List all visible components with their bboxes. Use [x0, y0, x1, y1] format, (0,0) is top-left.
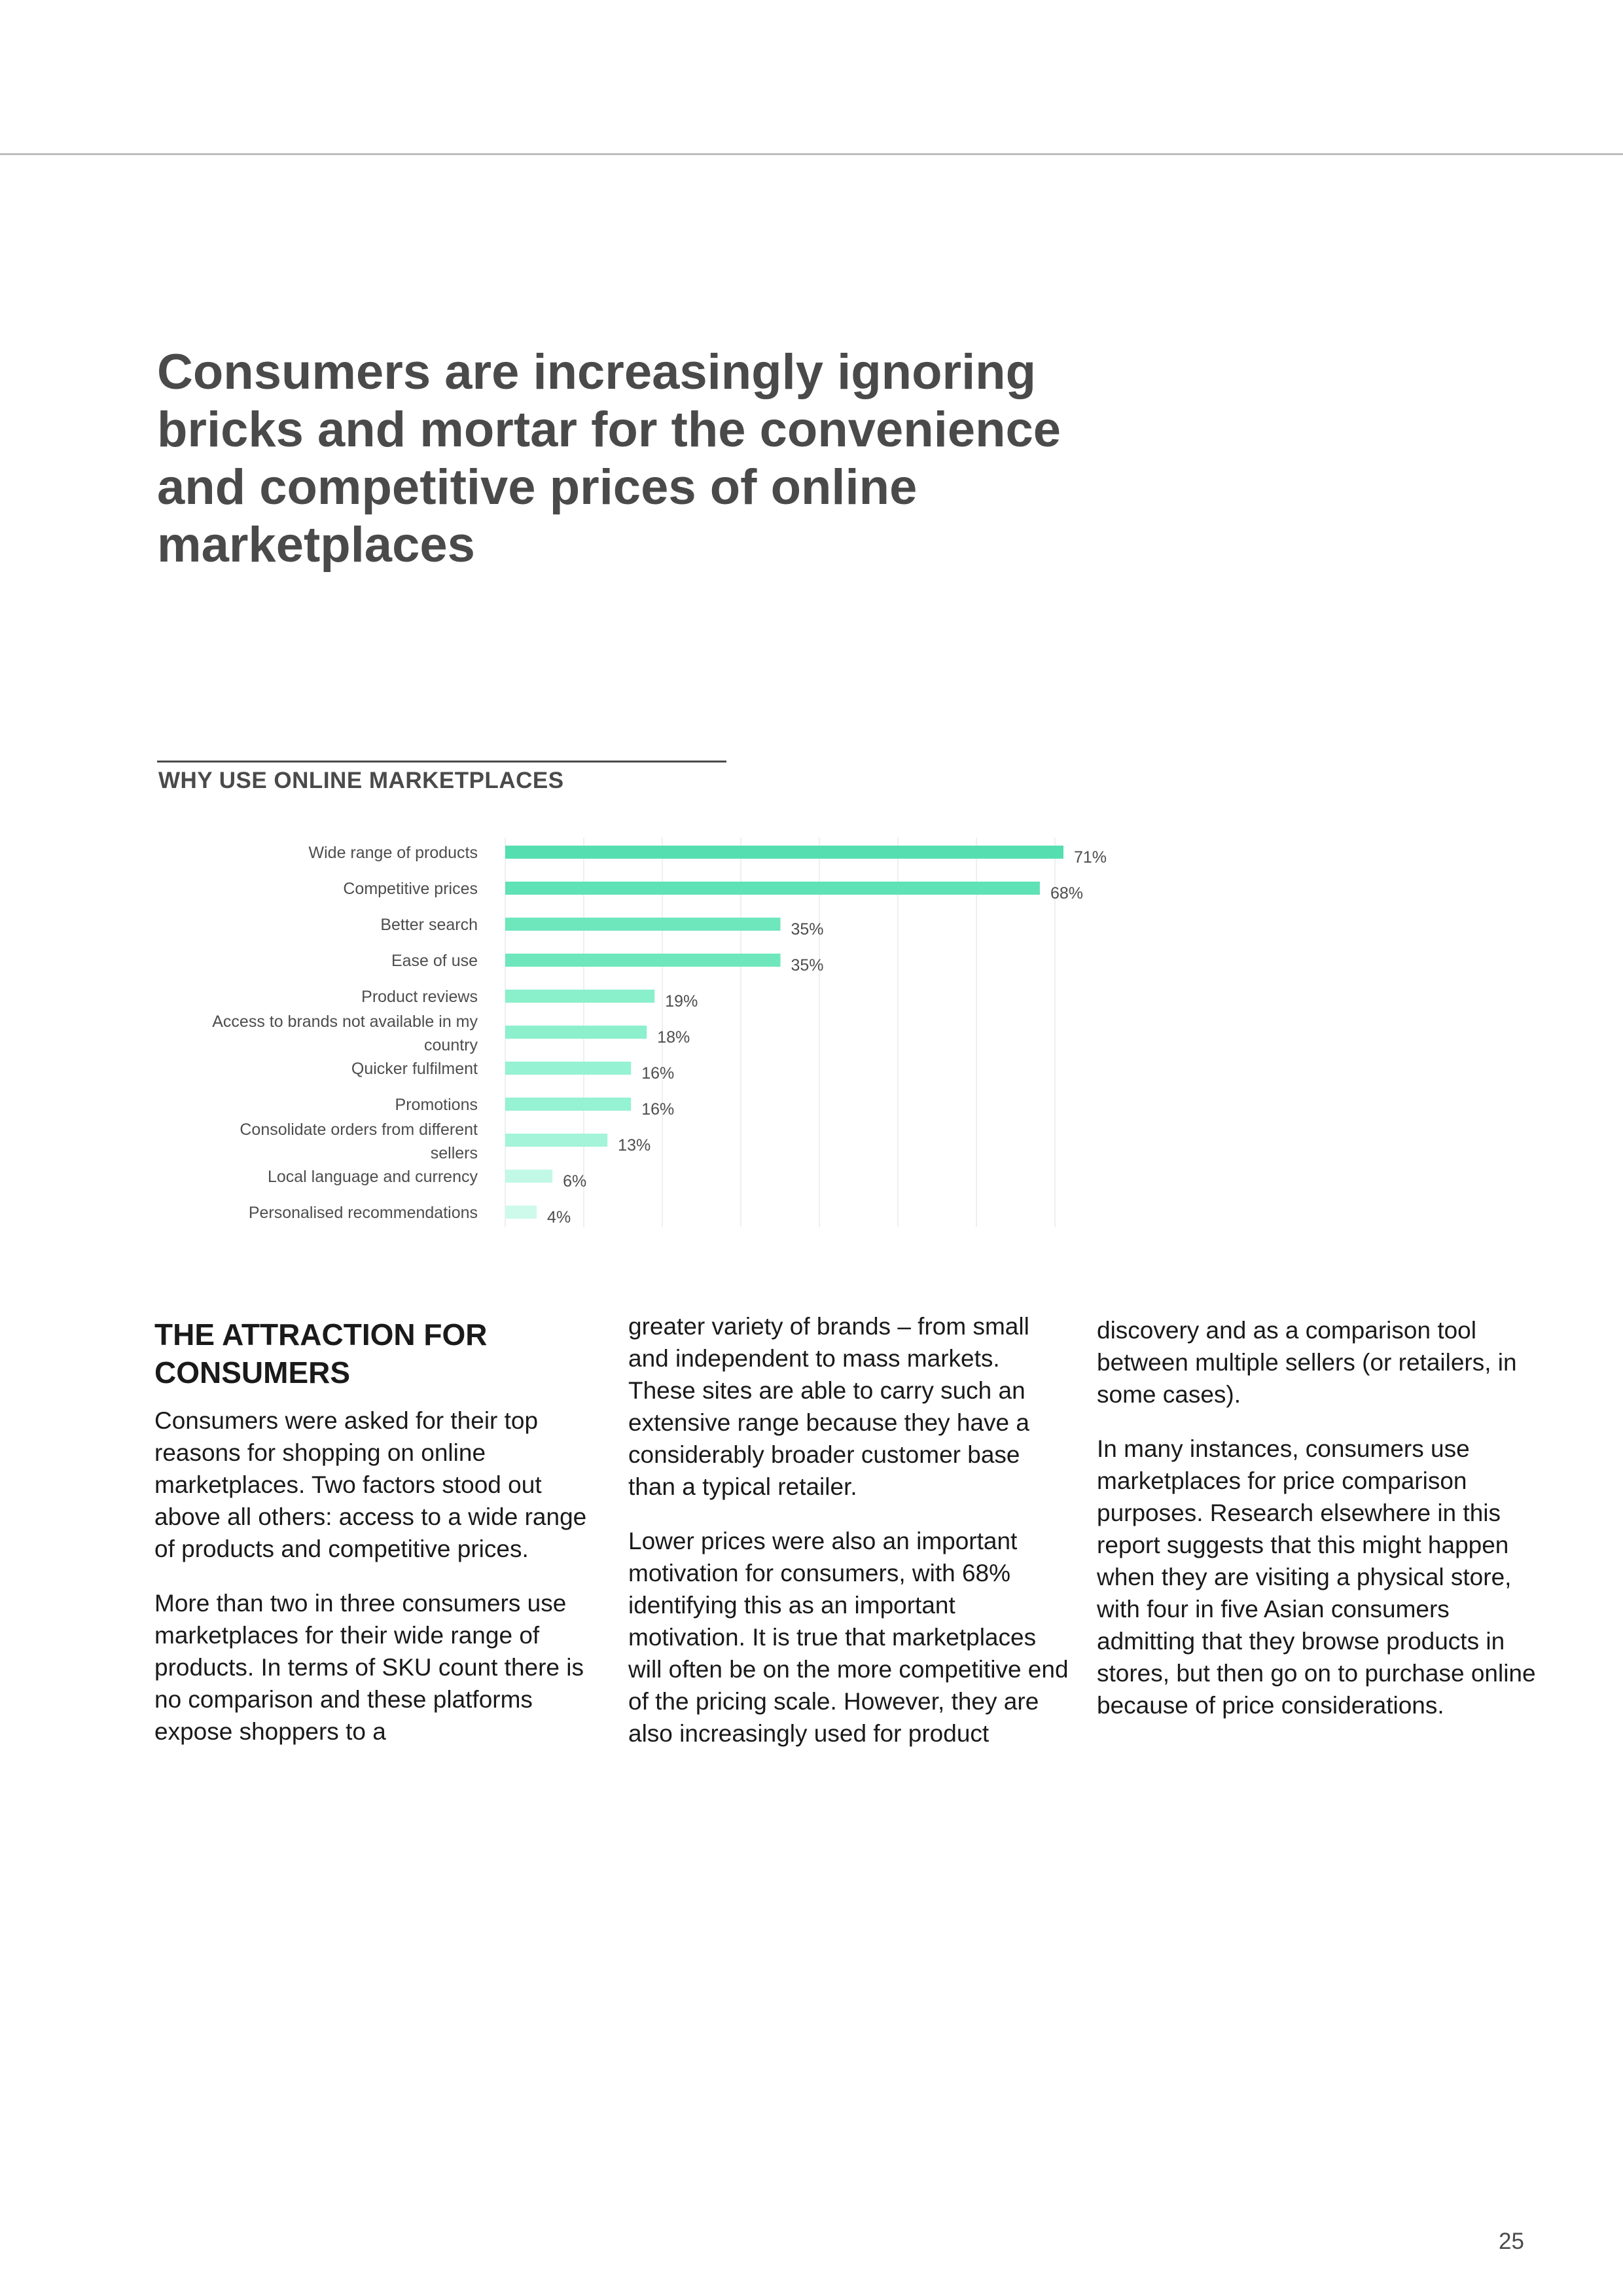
- article-paragraph: More than two in three consumers use marketplaces for their wide range of products. In terms of SKU count there is no comparison and these platforms expose shoppers to a: [154, 1590, 584, 1745]
- bar-category-label: Ease of use: [391, 952, 478, 970]
- bar: [505, 954, 780, 967]
- bar-value-label: 6%: [563, 1172, 587, 1191]
- bar: [505, 882, 1040, 895]
- bar-category-label: Competitive prices: [343, 880, 478, 898]
- bar: [505, 1062, 631, 1075]
- bar-value-label: 16%: [641, 1100, 675, 1119]
- article-paragraph: Consumers were asked for their top reasons for shopping on online marketplaces. Two factors stood out above all others: access to a wide range of products and competitive prices.: [154, 1407, 587, 1562]
- bar-value-label: 19%: [665, 992, 698, 1011]
- bar: [505, 1206, 537, 1219]
- bar-category-label: Local language and currency: [267, 1168, 478, 1186]
- article-column-2: [628, 1310, 1073, 1772]
- bar-value-label: 16%: [641, 1064, 675, 1083]
- bar-value-label: 4%: [547, 1208, 571, 1227]
- bar-value-label: 35%: [791, 920, 824, 939]
- bar-category-label: Access to brands not available in my country: [212, 1013, 478, 1054]
- bar-category-label: Quicker fulfilment: [351, 1060, 478, 1078]
- article-paragraph: discovery and as a comparison tool between multiple sellers (or retailers, in some cases).: [1097, 1317, 1517, 1408]
- bar: [505, 918, 780, 931]
- article-heading: THE ATTRACTION FOR CONSUMERS: [154, 1318, 488, 1390]
- bar: [505, 1170, 552, 1183]
- bar-category-label: Product reviews: [361, 988, 478, 1006]
- article-column-1: [154, 1316, 599, 1770]
- bar-category-label: Consolidate orders from different sellers: [240, 1121, 478, 1162]
- bar-value-label: 71%: [1074, 848, 1107, 867]
- chart-title: WHY USE ONLINE MARKETPLACES: [158, 768, 564, 793]
- bar-category-label: Wide range of products: [308, 844, 478, 862]
- bar-value-label: 18%: [657, 1028, 690, 1047]
- article-paragraph: Lower prices were also an important motivation for consumers, with 68% identifying this as an important motivation. It is true that marketplaces will often be on the more competitive end of the pricing scale. However, they are also increasingly used for product: [628, 1528, 1069, 1747]
- bar-category-label: Promotions: [395, 1096, 478, 1114]
- bar-value-label: 68%: [1050, 884, 1084, 903]
- bar: [505, 990, 654, 1003]
- bar: [505, 1026, 647, 1039]
- bar-value-label: 35%: [791, 956, 824, 975]
- article-paragraph: greater variety of brands – from small and independent to mass markets. These sites are able to carry such an extensive range because they have a considerably broader customer base than a typical retailer.: [628, 1313, 1029, 1500]
- bar-category-label: Better search: [380, 916, 478, 934]
- article-column-3: [1097, 1314, 1542, 1744]
- article-paragraph: In many instances, consumers use marketplaces for price comparison purposes. Research elsewhere in this report suggests that this might happen when they are visiting a physical store, with four in five Asian consumers admitting that they browse products in stores, but then go on to purchase online because of price considerations.: [1097, 1435, 1536, 1719]
- bar-category-label: Personalised recommendations: [248, 1204, 478, 1222]
- bar: [505, 846, 1063, 859]
- page-headline: Consumers are increasingly ignoring bricks and mortar for the convenience and competitive prices of online marketplaces: [157, 344, 1061, 573]
- bar-value-label: 13%: [618, 1136, 651, 1155]
- bar: [505, 1134, 607, 1147]
- page-number: 25: [1499, 2229, 1524, 2254]
- chart-bars: [212, 844, 1107, 1227]
- bar: [505, 1098, 631, 1111]
